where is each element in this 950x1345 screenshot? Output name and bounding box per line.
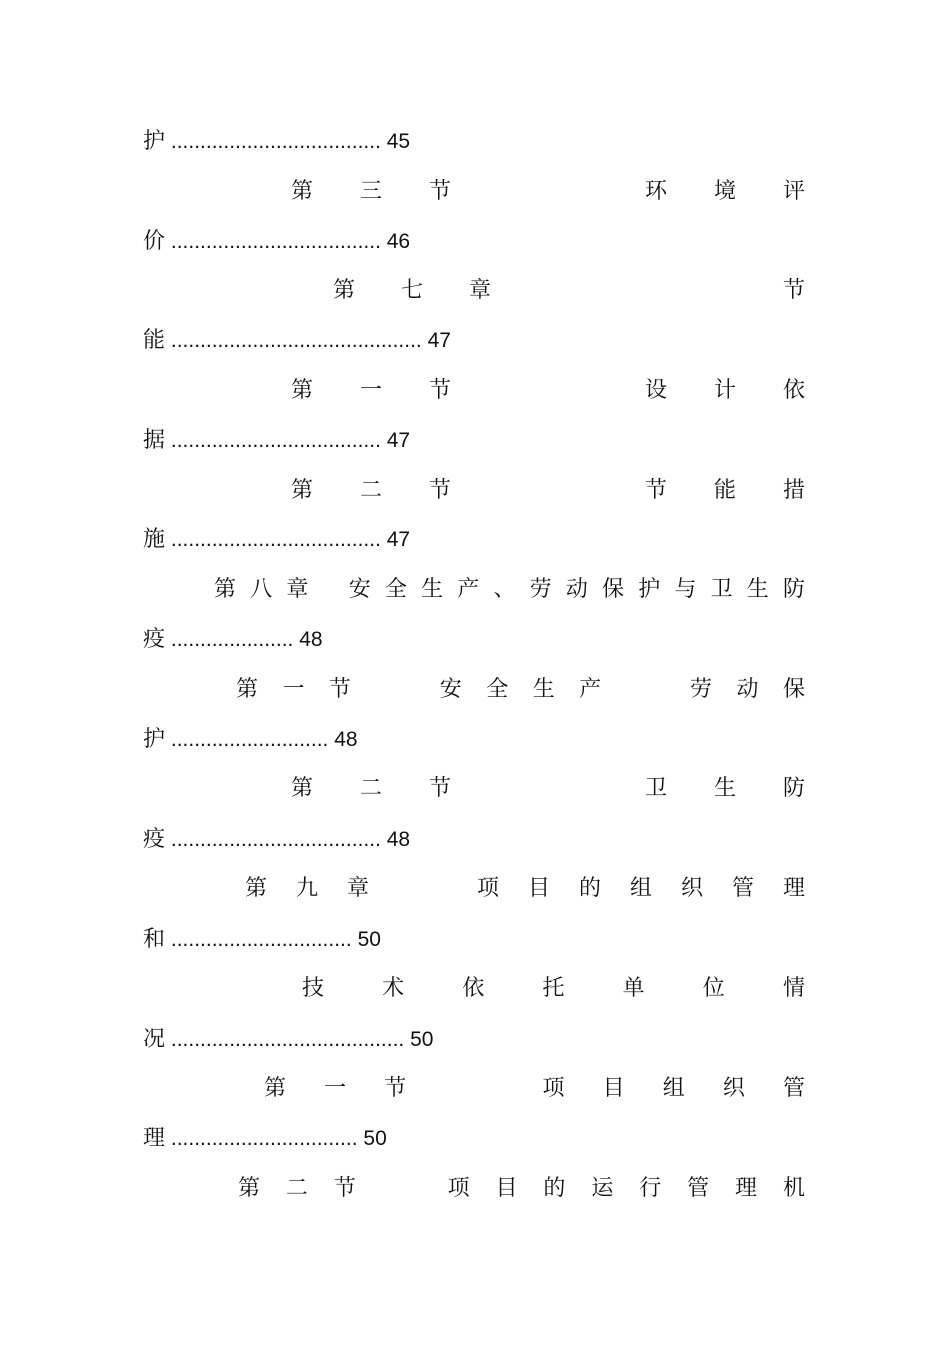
heading-char: 托 (542, 976, 565, 1001)
heading-char: 产 (579, 677, 602, 702)
heading-char: 第 (238, 1176, 261, 1201)
heading-char: 节 (384, 1076, 407, 1101)
toc-leader: 据 .................................... 47 (143, 428, 411, 453)
toc-leader: 疫 ..................... 48 (143, 627, 323, 652)
heading-char: 理 (782, 876, 805, 901)
heading-char: 保 (782, 677, 805, 702)
heading-char: 二 (360, 478, 383, 503)
heading-char: 生 (746, 577, 769, 602)
toc-leader: 理 ................................ 50 (143, 1126, 387, 1151)
toc-heading-18[interactable] (302, 974, 805, 1004)
heading-char: 全 (486, 677, 509, 702)
heading-char: 机 (782, 1176, 805, 1201)
heading-char: 环 (644, 179, 667, 204)
heading-char: 生 (532, 677, 555, 702)
toc-leader: 能 ........................................... 47 (143, 328, 451, 353)
heading-char: 节 (644, 478, 667, 503)
heading-char: 章 (347, 876, 370, 901)
toc-line-9[interactable] (143, 525, 805, 555)
heading-char: 措 (782, 478, 805, 503)
heading-char: 一 (282, 677, 305, 702)
heading-char: 节 (333, 1176, 356, 1201)
heading-char: 单 (622, 976, 645, 1001)
heading-char: 、 (493, 577, 516, 602)
heading-char: 劳 (529, 577, 552, 602)
toc-line-21[interactable] (143, 1124, 805, 1154)
heading-char: 二 (360, 776, 383, 801)
heading-char: 一 (324, 1076, 347, 1101)
heading-char: 节 (429, 179, 452, 204)
heading-char: 生 (421, 577, 444, 602)
heading-char: 全 (384, 577, 407, 602)
heading-char: 安 (439, 677, 462, 702)
toc-line-13[interactable] (143, 725, 805, 755)
heading-char: 护 (638, 577, 661, 602)
heading-char: 织 (680, 876, 703, 901)
toc-heading-12[interactable] (236, 675, 805, 705)
heading-char: 依 (782, 378, 805, 403)
heading-char: 评 (782, 179, 805, 204)
heading-char: 项 (476, 876, 499, 901)
heading-char: 项 (447, 1176, 470, 1201)
heading-char: 位 (702, 976, 725, 1001)
heading-char: 节 (429, 478, 452, 503)
heading-char: 情 (782, 976, 805, 1001)
heading-char: 管 (687, 1176, 710, 1201)
heading-char: 的 (543, 1176, 566, 1201)
heading-char: 节 (782, 278, 805, 303)
heading-char: 节 (429, 776, 452, 801)
heading-char: 第 (245, 876, 268, 901)
heading-char: 第 (214, 577, 237, 602)
heading-char: 劳 (690, 677, 713, 702)
toc-line-7[interactable] (143, 426, 805, 456)
heading-char: 境 (713, 179, 736, 204)
toc-heading-22[interactable] (238, 1174, 805, 1204)
heading-char: 管 (731, 876, 754, 901)
toc-heading-14[interactable] (291, 774, 805, 804)
heading-char: 织 (722, 1076, 745, 1101)
heading-char: 计 (713, 378, 736, 403)
toc-leader: 和 ............................... 50 (143, 927, 381, 952)
toc-line-15[interactable] (143, 825, 805, 855)
heading-char: 运 (591, 1176, 614, 1201)
heading-char: 保 (602, 577, 625, 602)
heading-char: 第 (291, 378, 314, 403)
heading-char: 项 (542, 1076, 565, 1101)
toc-heading-4[interactable] (333, 276, 805, 306)
heading-char: 章 (469, 278, 492, 303)
heading-char: 组 (629, 876, 652, 901)
heading-char: 第 (291, 478, 314, 503)
heading-char: 设 (644, 378, 667, 403)
heading-char: 卫 (710, 577, 733, 602)
heading-char: 依 (462, 976, 485, 1001)
heading-char: 管 (782, 1076, 805, 1101)
heading-char: 第 (291, 776, 314, 801)
heading-char: 行 (639, 1176, 662, 1201)
heading-char: 能 (713, 478, 736, 503)
heading-char: 二 (285, 1176, 308, 1201)
toc-line-3[interactable] (143, 227, 805, 257)
heading-char: 安 (348, 577, 371, 602)
heading-char: 第 (236, 677, 259, 702)
toc-heading-8[interactable] (291, 476, 805, 506)
heading-char: 章 (286, 577, 309, 602)
heading-char: 八 (250, 577, 273, 602)
heading-char: 节 (328, 677, 351, 702)
heading-char: 目 (602, 1076, 625, 1101)
toc-leader: 疫 .................................... 48 (143, 827, 411, 852)
heading-char: 目 (495, 1176, 518, 1201)
heading-char: 理 (735, 1176, 758, 1201)
heading-char: 九 (296, 876, 319, 901)
heading-char: 防 (782, 577, 805, 602)
heading-char: 动 (565, 577, 588, 602)
heading-char: 生 (713, 776, 736, 801)
toc-leader: 况 ........................................ 50 (143, 1027, 434, 1052)
toc-heading-2[interactable] (291, 177, 805, 207)
heading-char: 卫 (644, 776, 667, 801)
toc-leader: 护 .................................... 45 (143, 129, 411, 154)
heading-char: 第 (264, 1076, 287, 1101)
toc-leader: 施 .................................... 47 (143, 527, 411, 552)
heading-char: 产 (457, 577, 480, 602)
heading-char: 防 (782, 776, 805, 801)
toc-heading-16[interactable] (245, 874, 805, 904)
toc-line-19[interactable] (143, 1025, 805, 1055)
heading-char: 第 (291, 179, 314, 204)
heading-char: 三 (360, 179, 383, 204)
toc-line-5[interactable] (143, 326, 805, 356)
toc-leader: 价 .................................... 46 (143, 229, 411, 254)
toc-heading-6[interactable] (291, 376, 805, 406)
heading-char: 组 (662, 1076, 685, 1101)
heading-char: 目 (527, 876, 550, 901)
heading-char: 动 (736, 677, 759, 702)
toc-heading-10[interactable] (214, 575, 805, 605)
heading-char: 术 (382, 976, 405, 1001)
heading-char: 七 (401, 278, 424, 303)
heading-char: 节 (429, 378, 452, 403)
toc-line-1[interactable] (143, 127, 805, 157)
toc-line-11[interactable] (143, 625, 805, 655)
heading-char: 技 (302, 976, 325, 1001)
heading-char: 第 (333, 278, 356, 303)
heading-char: 一 (360, 378, 383, 403)
heading-char: 与 (674, 577, 697, 602)
toc-leader: 护 ........................... 48 (143, 727, 358, 752)
toc-heading-20[interactable] (264, 1074, 805, 1104)
heading-char: 的 (578, 876, 601, 901)
toc-line-17[interactable] (143, 925, 805, 955)
